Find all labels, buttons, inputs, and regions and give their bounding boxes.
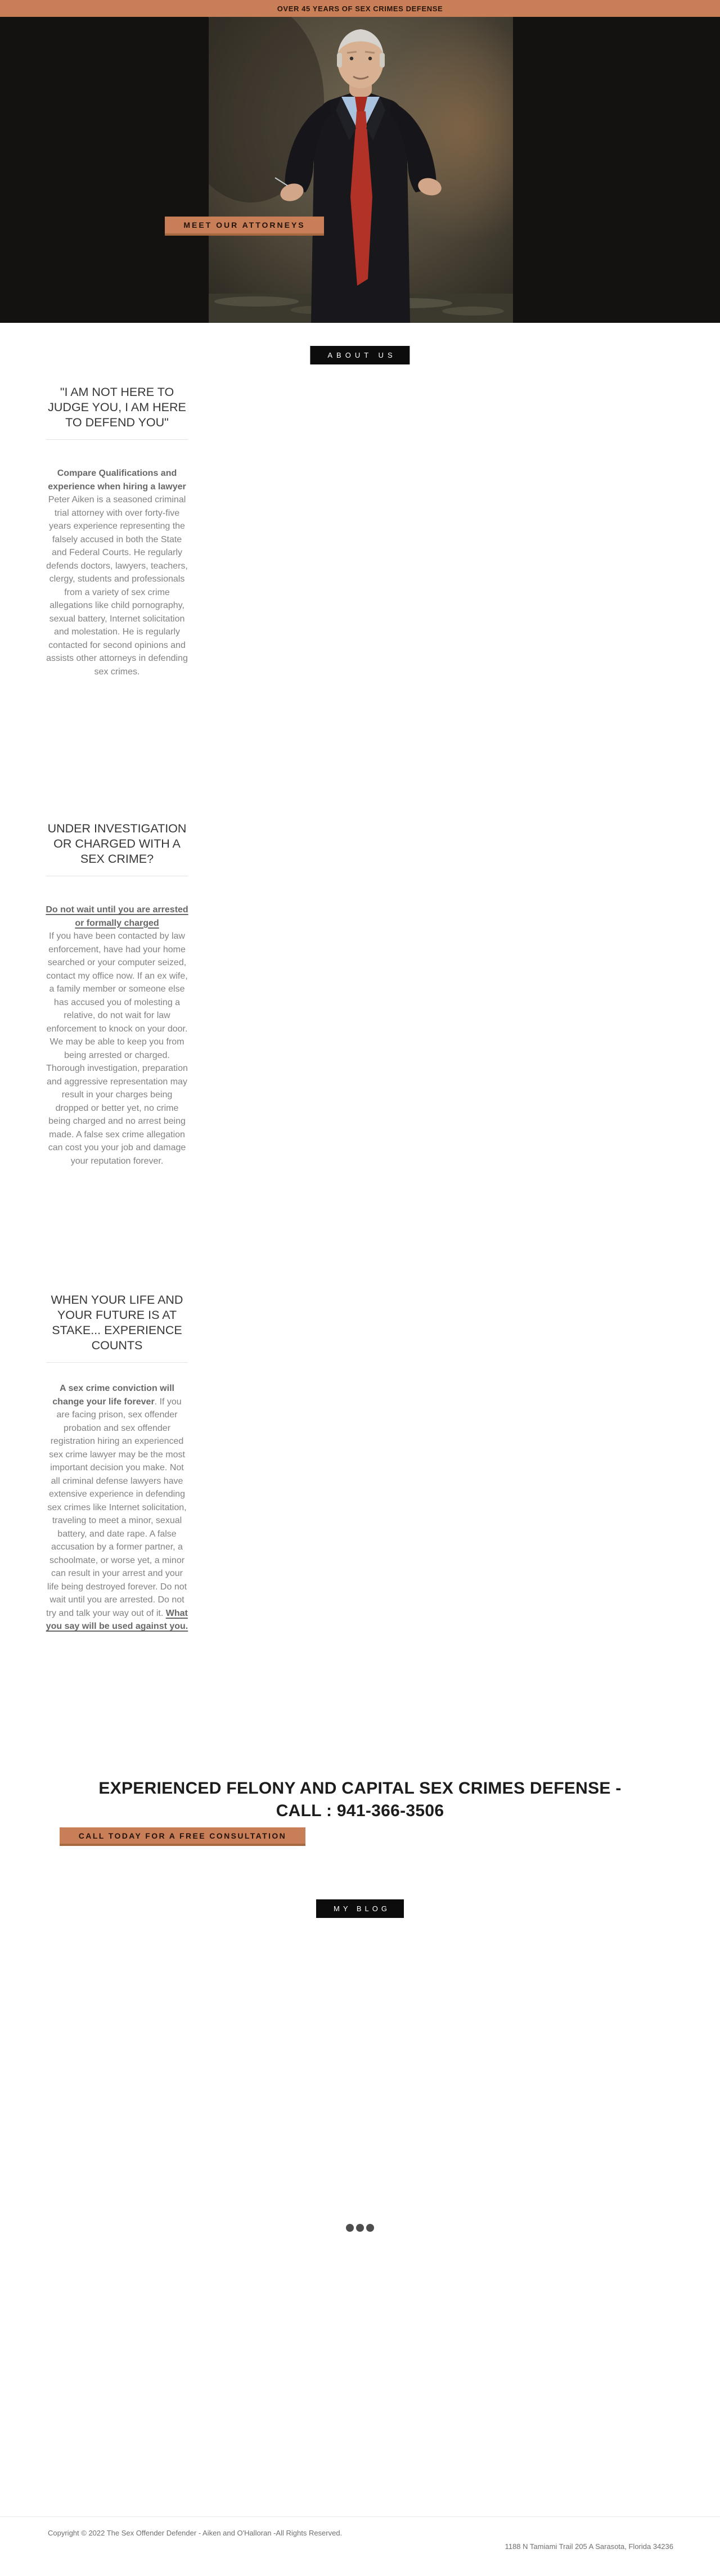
paragraph-text: If you have been contacted by law enforcement, have had your home searched or your computer seized, contact my office now. If an ex wife, a family member or someone else has accused you of molesting a relative, do not wait for law enforcement to knock on your door. We may be able to keep you from being arrested or charged. Thorough investigation, preparation and aggressive representation may result in your charges being dropped or better yet, no crime being charged and no arrest being made. A false sex crime allegation can cost you your job and damage your reputation forever. xyxy=(46,931,188,1166)
block-heading: "I AM NOT HERE TO JUDGE YOU, I AM HERE TO DEFEND YOU" xyxy=(48,385,186,429)
block-paragraph xyxy=(45,1382,189,1633)
paragraph-text: . If you are facing prison, sex offender probation and sex offender registration hiring an experienced sex crime lawyer may be the most important decision you make. Not all criminal defense lawyers have extensive experience in defending sex crimes like Internet solicitation, traveling to meet a minor, sexual battery, and date rape. A false accusation by a former partner, a schoolmate, or worse yet, a minor can result in your arrest and your life being destroyed forever. Do not wait until you are arrested. Do not try and talk your way out of it. xyxy=(46,1397,187,1618)
bold-lead: Compare Qualifications and experience when hiring a lawyer xyxy=(48,469,186,492)
bold-underlined-lead: Do not wait until you are arrested or formally charged xyxy=(46,905,188,928)
about-block-quote xyxy=(45,385,189,678)
cta-headline xyxy=(0,1777,720,1822)
top-banner xyxy=(0,0,720,17)
loading-dot xyxy=(366,2224,374,2232)
paragraph-text: Peter Aiken is a seasoned criminal trial attorney with over forty-five years experience representing the falsely accused in both the State and Federal Courts. He regularly defends doctors, lawyers, teachers, clergy, students and professionals from a variety of sex crime allegations like child pornography, sexual battery, Internet solicitation and molestation. He is regularly contacted for second opinions and assists other attorneys in defending sex crimes. xyxy=(46,495,188,677)
attorney-portrait-illustration xyxy=(209,17,513,323)
about-us-text: ABOUT US xyxy=(327,351,397,359)
meet-our-attorneys-label: MEET OUR ATTORNEYS xyxy=(183,220,305,229)
about-block-investigation xyxy=(45,821,189,1168)
free-consultation-label: CALL TODAY FOR A FREE CONSULTATION xyxy=(78,1831,287,1840)
loading-dot xyxy=(346,2224,354,2232)
free-consultation-button[interactable] xyxy=(60,1827,305,1846)
block-heading: UNDER INVESTIGATION OR CHARGED WITH A SEX CRIME? xyxy=(47,822,187,866)
banner-text: OVER 45 YEARS OF SEX CRIMES DEFENSE xyxy=(277,4,443,13)
loading-dots-icon xyxy=(346,2224,374,2232)
cta-headline-text: EXPERIENCED FELONY AND CAPITAL SEX CRIMES DEFENSE - CALL : 941-366-3506 xyxy=(98,1779,622,1820)
address-text: 1188 N Tamiami Trail 205 A Sarasota, Florida 34236 xyxy=(505,2542,673,2551)
meet-our-attorneys-button[interactable] xyxy=(165,217,324,236)
block-paragraph xyxy=(45,467,189,678)
footer xyxy=(0,2516,720,2576)
block-heading: WHEN YOUR LIFE AND YOUR FUTURE IS AT STAKE... EXPERIENCE COUNTS xyxy=(51,1293,183,1352)
hero-section xyxy=(0,17,720,323)
bold-underlined-tail: What you say will be used against you. xyxy=(46,1608,188,1631)
about-us-section-label xyxy=(310,346,410,364)
block-paragraph xyxy=(45,903,189,1168)
divider xyxy=(46,439,188,440)
attorney-photo xyxy=(209,17,513,323)
divider xyxy=(46,1362,188,1363)
bold-lead: A sex crime conviction will change your life forever xyxy=(52,1384,174,1407)
about-block-experience xyxy=(45,1292,189,1633)
copyright-text: Copyright © 2022 The Sex Offender Defender - Aiken and O'Halloran -All Rights Reserved. xyxy=(48,2529,343,2537)
my-blog-text: MY BLOG xyxy=(333,1904,391,1913)
loading-dot xyxy=(356,2224,364,2232)
my-blog-section-label xyxy=(316,1899,404,1918)
